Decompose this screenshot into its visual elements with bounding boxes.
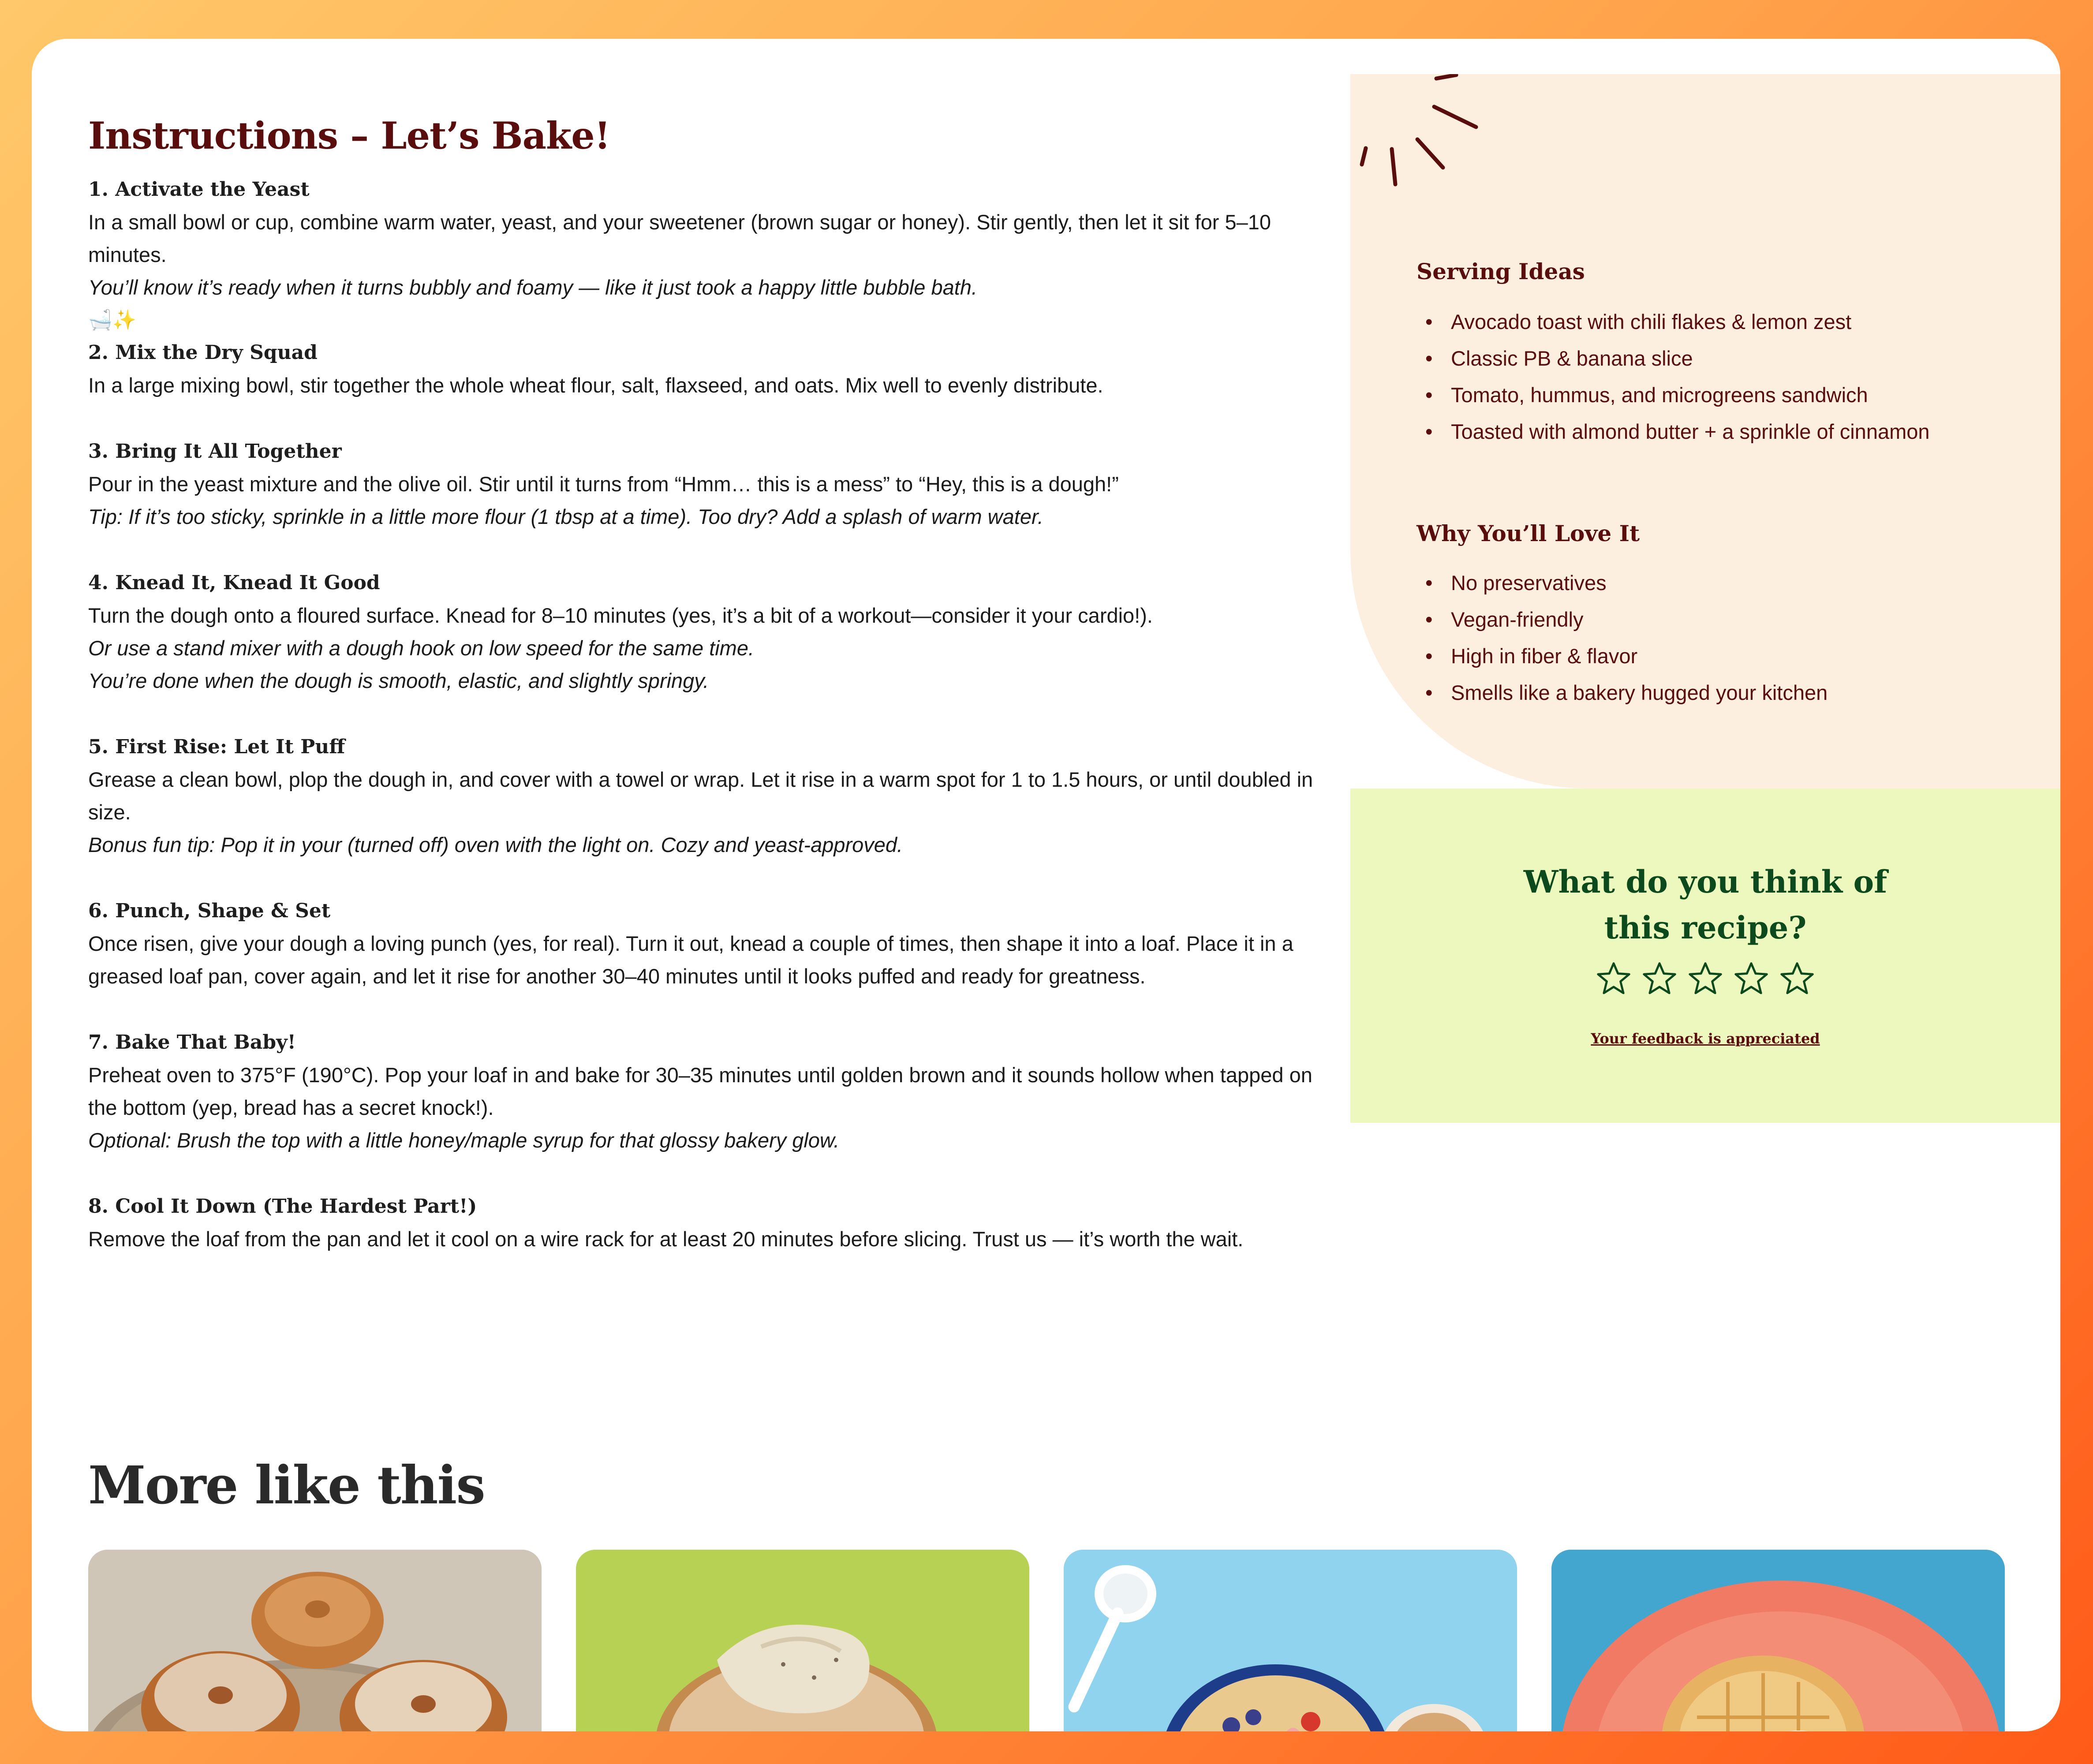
step-heading: 4. Knead It, Knead It Good — [88, 572, 380, 594]
star-icon[interactable] — [1779, 960, 1815, 997]
step-body: Pour in the yeast mixture and the olive oil. Stir until it turns from “Hmm… this is a mess” to “Hey, this is a dough!” — [88, 472, 1119, 496]
bathtub-sparkles-emoji: 🛁✨ — [88, 309, 137, 331]
step-heading: 2. Mix the Dry Squad — [88, 341, 318, 364]
feedback-title — [1350, 859, 2060, 951]
step-3 — [88, 435, 1314, 533]
step-note: Or use a stand mixer with a dough hook on low speed for the same time. — [88, 636, 755, 660]
feedback-title-line: this recipe? — [1604, 909, 1807, 946]
step-body: Preheat oven to 375°F (190°C). Pop your loaf in and bake for 30–35 minutes until golden brown and it sounds hollow when tapped on the bottom (yep, bread has a secret knock!). — [88, 1063, 1312, 1119]
smoothie-bowl-image — [1064, 1550, 1517, 1731]
recipe-card[interactable] — [88, 1550, 542, 1731]
step-2 — [88, 336, 1314, 402]
step-note: You’ll know it’s ready when it turns bubbly and foamy — like it just took a happy little bubble bath. — [88, 276, 978, 299]
step-note: You’re done when the dough is smooth, elastic, and slightly springy. — [88, 669, 709, 692]
related-recipes — [88, 1550, 2005, 1731]
list-item: • Classic PB & banana slice — [1417, 340, 1990, 377]
step-note: Optional: Brush the top with a little honey/maple syrup for that glossy bakery glow. — [88, 1129, 840, 1152]
list-item: • No preservatives — [1417, 564, 1990, 601]
step-body: Grease a clean bowl, plop the dough in, and cover with a towel or wrap. Let it rise in a warm spot for 1 to 1.5 hours, or until doubled in size. — [88, 768, 1313, 824]
list-item: • Avocado toast with chili flakes & lemon zest — [1417, 303, 1990, 340]
step-heading: 6. Punch, Shape & Set — [88, 900, 331, 922]
step-7 — [88, 1026, 1314, 1157]
sugar-dusted-buns-image — [88, 1550, 542, 1731]
step-4 — [88, 567, 1314, 697]
star-icon[interactable] — [1641, 960, 1678, 997]
page-card — [32, 39, 2060, 1731]
why-love-title: Why You’ll Love It — [1417, 520, 1640, 546]
more-like-this-title: More like this — [88, 1454, 485, 1516]
step-body: In a small bowl or cup, combine warm water, yeast, and your sweetener (brown sugar or honey). Stir gently, then let it sit for 5–10 minutes. — [88, 210, 1271, 266]
star-icon[interactable] — [1687, 960, 1723, 997]
step-body: Remove the loaf from the pan and let it cool on a wire rack for at least 20 minutes before slicing. Trust us — it’s worth the wait. — [88, 1227, 1244, 1251]
step-heading: 1. Activate the Yeast — [88, 178, 310, 201]
step-note: Bonus fun tip: Pop it in your (turned off) oven with the light on. Cozy and yeast-approved. — [88, 833, 903, 856]
feedback-panel — [1350, 789, 2060, 1123]
list-item: • Vegan-friendly — [1417, 601, 1990, 638]
star-icon[interactable] — [1596, 960, 1632, 997]
waffles-on-plate-image — [1551, 1550, 2005, 1731]
sidebar-panel — [1350, 74, 2060, 789]
serving-ideas-title: Serving Ideas — [1417, 258, 1585, 284]
step-heading: 7. Bake That Baby! — [88, 1031, 296, 1054]
step-1 — [88, 173, 1314, 336]
why-love-list — [1417, 564, 1990, 711]
star-icon[interactable] — [1733, 960, 1769, 997]
serving-ideas-list — [1417, 303, 1990, 450]
list-item: • Toasted with almond butter + a sprinkle of cinnamon — [1417, 413, 1990, 450]
spread-on-bread-image — [576, 1550, 1029, 1731]
sun-rays-icon — [1350, 74, 1527, 250]
step-heading: 3. Bring It All Together — [88, 440, 342, 463]
recipe-card[interactable] — [1064, 1550, 1517, 1731]
recipe-card[interactable] — [1551, 1550, 2005, 1731]
instructions-section — [88, 114, 1314, 1289]
instructions-title: Instructions – Let’s Bake! — [88, 114, 610, 157]
star-rating — [1350, 960, 2060, 997]
list-item: • High in fiber & flavor — [1417, 638, 1990, 674]
step-body: Once risen, give your dough a loving punch (yes, for real). Turn it out, knead a couple of times, then shape it into a loaf. Place it in a greased loaf pan, cover again, and let it rise for another 30–40 minutes until it looks puffed and ready for greatness. — [88, 932, 1293, 988]
list-item: • Smells like a bakery hugged your kitchen — [1417, 674, 1990, 711]
feedback-title-line: What do you think of — [1523, 863, 1887, 900]
list-item: • Tomato, hummus, and microgreens sandwich — [1417, 377, 1990, 413]
step-body: In a large mixing bowl, stir together the whole wheat flour, salt, flaxseed, and oats. Mix well to evenly distribute. — [88, 374, 1103, 397]
recipe-card[interactable] — [576, 1550, 1029, 1731]
step-note: Tip: If it’s too sticky, sprinkle in a little more flour (1 tbsp at a time). Too dry? Add a splash of warm water. — [88, 505, 1043, 528]
step-8 — [88, 1190, 1314, 1256]
step-6 — [88, 895, 1314, 993]
step-heading: 8. Cool It Down (The Hardest Part!) — [88, 1195, 477, 1218]
step-heading: 5. First Rise: Let It Puff — [88, 736, 345, 758]
feedback-link[interactable]: Your feedback is appreciated — [1591, 1030, 1820, 1047]
step-5 — [88, 731, 1314, 861]
step-body: Turn the dough onto a floured surface. Knead for 8–10 minutes (yes, it’s a bit of a workout—consider it your cardio!). — [88, 604, 1153, 627]
